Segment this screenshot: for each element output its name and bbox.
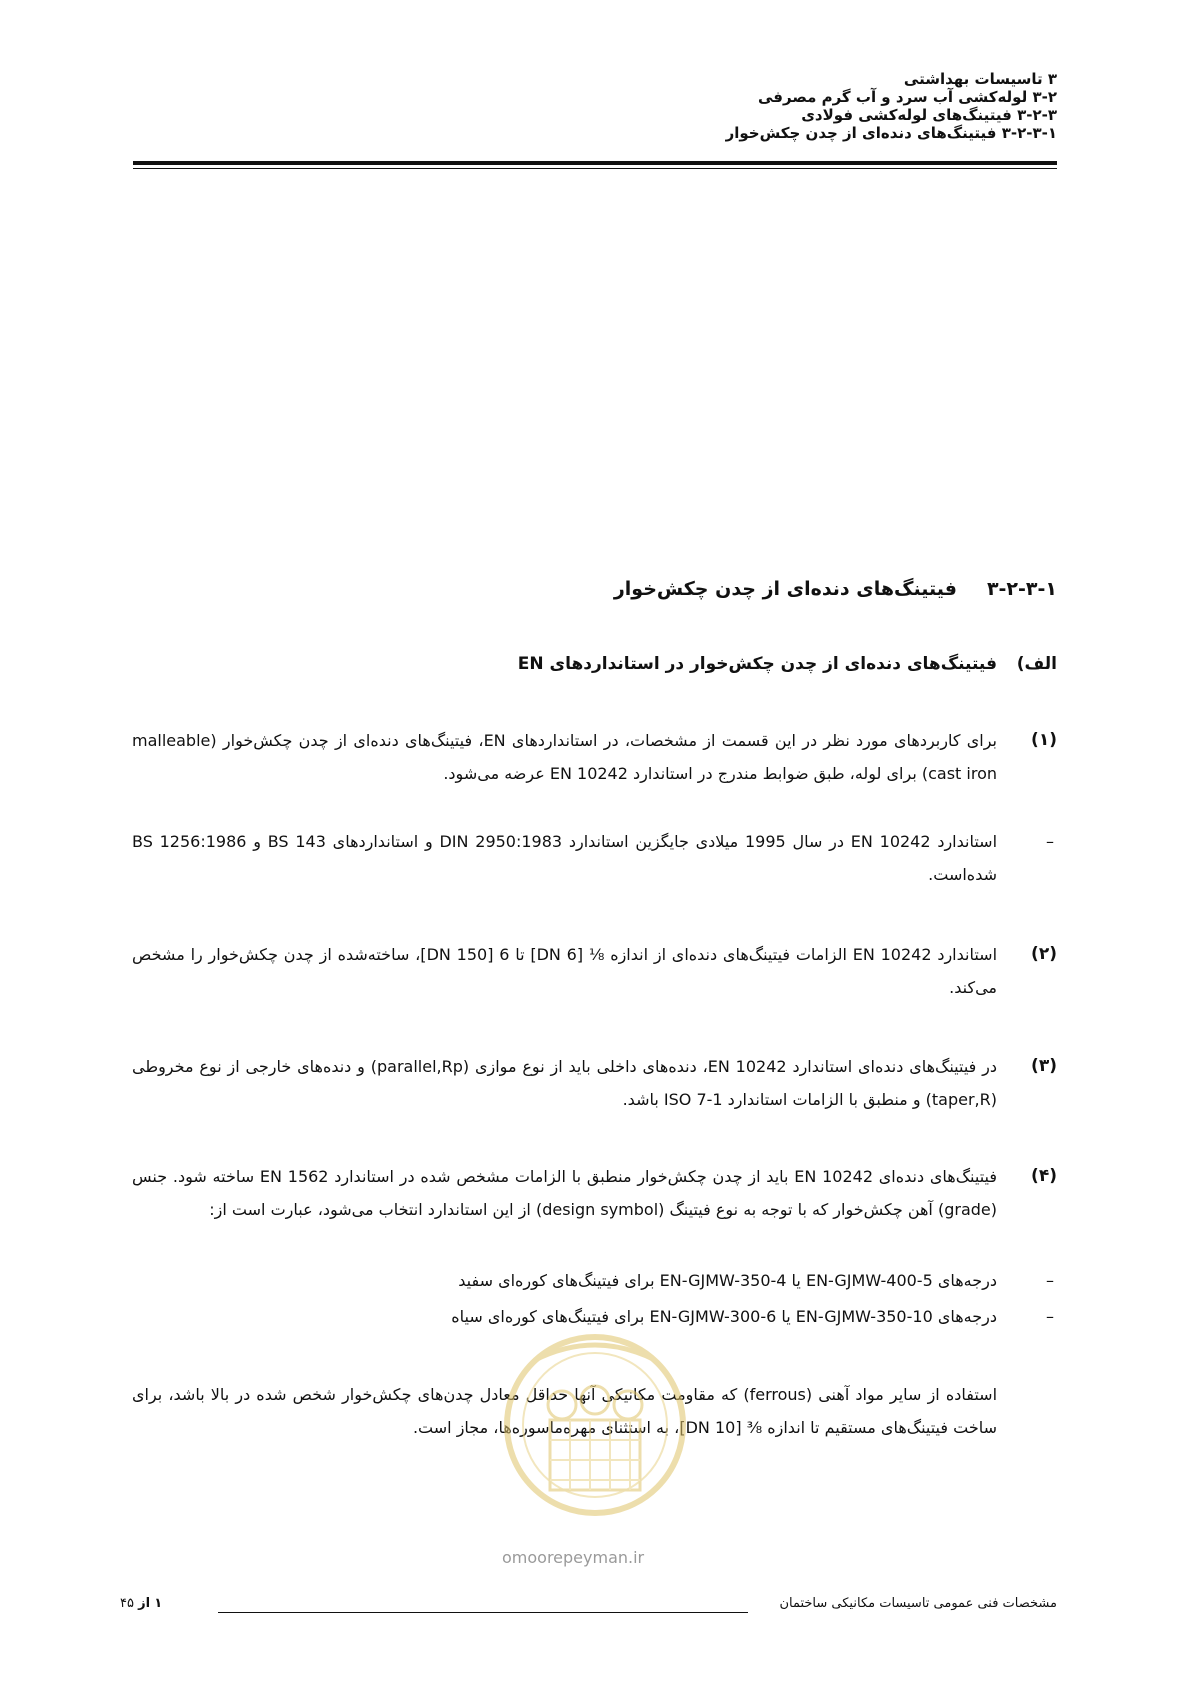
watermark-site: omoorepeyman.ir — [502, 1548, 645, 1567]
closing-text: استفاده از سایر مواد آهنی (ferrous) که مقاومت مکانیکی آنها حداقل معادل چدن‌های چکش‌خوار شخص شده در بالا باشد، برای ساخت فیتینگ‌های مستقیم تا اندازه ⅜ [DN 10]، به استثنای مهره‌ماسوره‌ها، مجاز است. — [132, 1385, 998, 1437]
section-heading — [357, 578, 1057, 600]
clause-text: برای کاربردهای مورد نظر در این قسمت از مشخصات، در استانداردهای EN، فیتینگ‌های دنده‌ای از چدن چکش‌خوار (malleable cast iron) برای لوله، طبق ضوابط مندرج در استاندارد EN 10242 عرضه می‌شود. — [132, 731, 998, 783]
note-item — [132, 825, 1057, 891]
clause-marker: (۲) — [1031, 944, 1057, 964]
header-line-1: ۳ تاسیسات بهداشتی — [903, 70, 1057, 88]
subsection-heading — [357, 654, 1057, 674]
note-text: استاندارد EN 10242 در سال 1995 میلادی جایگزین استاندارد DIN 2950:1983 و استانداردهای BS 143 و BS 1256:1986 شده‌است. — [132, 832, 998, 884]
section-title: فیتینگ‌های دنده‌ای از چدن چکش‌خوار — [613, 578, 957, 600]
clause-3 — [132, 1050, 1057, 1116]
dash-marker: – — [1046, 1271, 1054, 1290]
clause-text: استاندارد EN 10242 الزامات فیتینگ‌های دنده‌ای از اندازه ⅛ [DN 6] تا 6 [DN 150]، ساخته‌شده از چدن چکش‌خوار را مشخص می‌کند. — [132, 945, 998, 997]
seal-logo-icon — [490, 1320, 700, 1560]
list-item-text: درجه‌های EN-GJMW-400-5 یا EN-GJMW-350-4 برای فیتینگ‌های کوره‌ای سفید — [458, 1271, 997, 1290]
page-number — [120, 1596, 162, 1611]
clause-1 — [132, 724, 1057, 790]
clause-text: در فیتینگ‌های دنده‌ای استاندارد EN 10242، دنده‌های داخلی باید از نوع موازی (parallel,Rp) و دنده‌های خارجی از نوع مخروطی (taper,R) و منطبق با الزامات استاندارد ISO 7-1 باشد. — [132, 1057, 998, 1109]
page-header — [357, 70, 1057, 142]
header-divider-thin — [133, 168, 1057, 169]
dash-marker: – — [1046, 832, 1054, 851]
dash-marker: – — [1046, 1307, 1054, 1326]
header-divider-thick — [133, 161, 1057, 165]
page-current: ۱ — [154, 1596, 163, 1611]
header-line-4: ۳-۲-۳-۱ فیتینگ‌های دنده‌ای از چدن چکش‌خوار — [725, 124, 1057, 142]
clause-marker: (۴) — [1031, 1166, 1057, 1186]
clause-marker: (۱) — [1031, 730, 1057, 750]
clause-text: فیتینگ‌های دنده‌ای EN 10242 باید از چدن چکش‌خوار منطبق با الزامات مشخص شده در استاندارد EN 1562 ساخته شود. جنس (grade) آهن چکش‌خوار که با توجه به نوع فیتینگ (design symbol) از این استاندارد انتخاب می‌شود، عبارت است از: — [132, 1167, 997, 1219]
clause-2 — [132, 938, 1057, 1004]
list-item — [132, 1263, 1057, 1299]
list-item-text: درجه‌های EN-GJMW-350-10 یا EN-GJMW-300-6 برای فیتینگ‌های کوره‌ای سیاه — [451, 1307, 997, 1326]
footer-divider — [218, 1612, 748, 1613]
header-line-3: ۳-۲-۳ فیتینگ‌های لوله‌کشی فولادی — [801, 106, 1057, 124]
clause-4 — [132, 1160, 1057, 1226]
subsection-title: فیتینگ‌های دنده‌ای از چدن چکش‌خوار در استانداردهای EN — [517, 654, 997, 674]
clause-marker: (۳) — [1031, 1056, 1057, 1076]
page-total: ۴۵ — [120, 1596, 134, 1611]
header-line-2: ۳-۲ لوله‌کشی آب سرد و آب گرم مصرفی — [757, 88, 1057, 106]
section-number: ۳-۲-۳-۱ — [986, 578, 1057, 600]
page-separator: از — [138, 1596, 151, 1611]
subsection-label: الف) — [1016, 654, 1057, 674]
footer-title: مشخصات فنی عمومی تاسیسات مکانیکی ساختمان — [779, 1596, 1057, 1611]
